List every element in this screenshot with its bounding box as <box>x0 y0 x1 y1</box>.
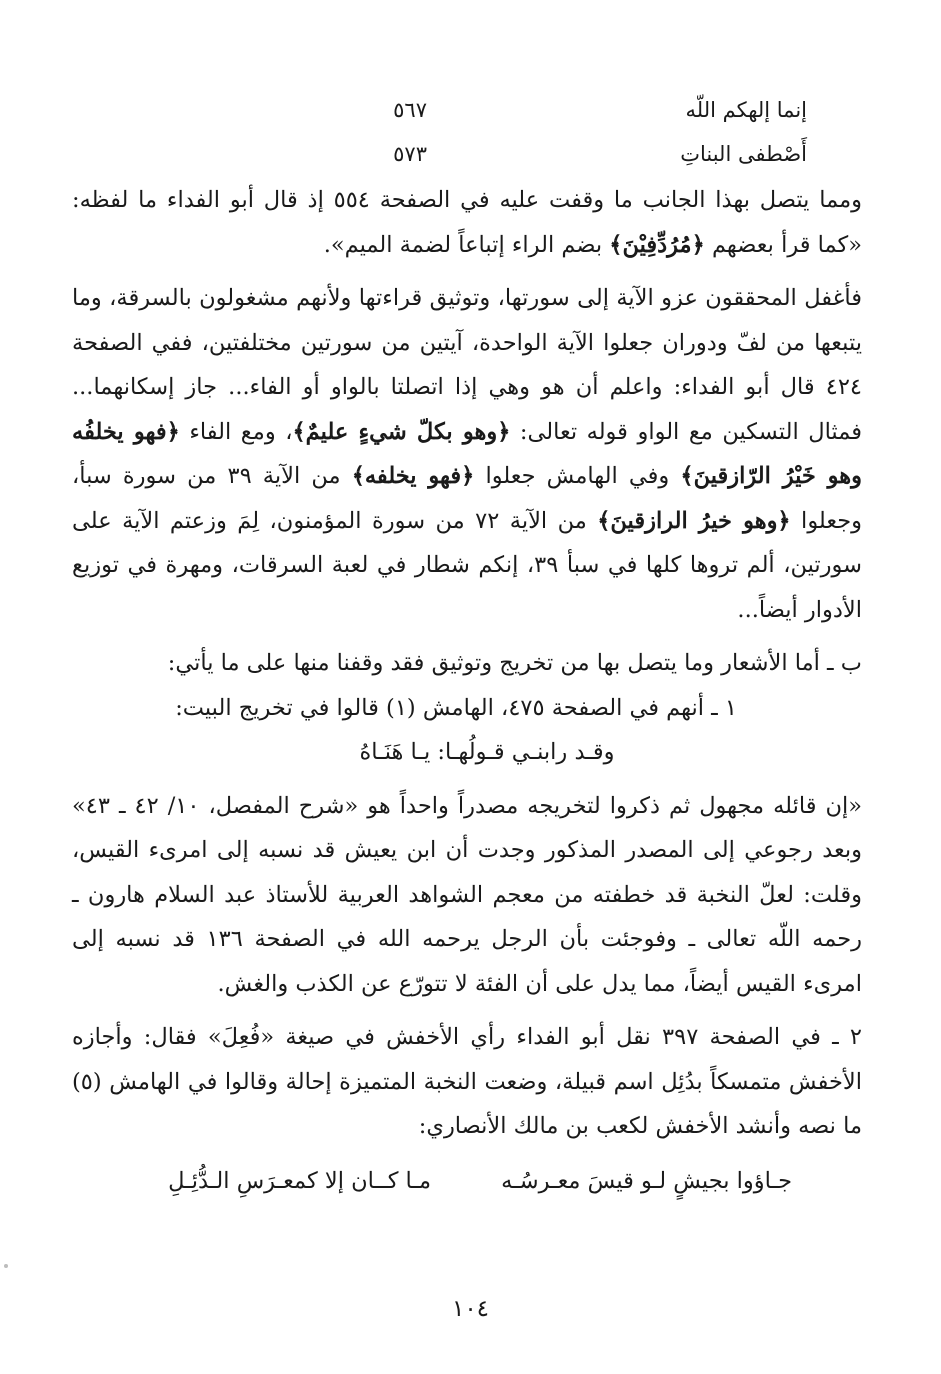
text-span: من الآية ٣٩ من سورة سبأ، وجعلوا <box>72 463 863 534</box>
reference-page-number: ٥٧٣ <box>393 142 427 166</box>
text-span: ومما يتصل بهذا الجانب ما وقفت عليه في الصفحة ٥٥٤ إذ قال أبو الفداء ما لفظه: «كما قرأ بعضهم <box>72 187 862 258</box>
text-span: من الآية ٧٢ من سورة المؤمنون، لِمَ وزعتم الآية على سورتين، ألم تروها كلها في سبأ ٣٩، إنكم شطار في لعبة السرقات، ومهرة في توزيع الأدوار أيضاً... <box>72 507 862 623</box>
quran-quote: ﴿فهو يخلفه﴾ <box>351 463 475 489</box>
reference-term: إنما إلهكم اللّه <box>685 98 807 122</box>
reference-list <box>247 98 807 186</box>
poetry-verse: وقـد رابنـي قـولُهـا: يـا هَنَـاهُ <box>359 739 615 765</box>
poetry-verse-pair <box>72 1159 862 1204</box>
text-span: وفي الهامش جعلوا <box>474 463 681 489</box>
quran-quote: ﴿وهو خيرُ الرازقينَ﴾ <box>597 507 791 534</box>
reference-row <box>247 98 807 142</box>
page-number: ١٠٤ <box>451 1296 490 1322</box>
verse-second-hemistich: مـا كــان إلا كمعـرَسِ الـدُّئِـلِ <box>168 1167 432 1194</box>
body-text <box>72 178 862 1203</box>
text-span: بضم الراء إتباعاً لضمة الميم». <box>323 231 610 258</box>
paragraph-reading-note <box>72 178 862 267</box>
scan-speck <box>4 1264 8 1268</box>
paragraph-attribution-note: «إن قائله مجهول ثم ذكروا لتخريجه مصدراً واحداً هو «شرح المفصل، ١٠/ ٤٢ ـ ٤٣» وبعد رجوعي إلى المصدر المذكور وجدت أن ابن يعيش قد نسبه إلى امرىء القيس، وقلت: لعلّ النخبة قد خطفته من معجم الشواهد العربية للأستاذ عبد السلام هارون ـ رحمه اللّه تعالى ـ وفوجئت بأن الرجل يرحمه الله في الصفحة ١٣٦ قد نسبه إلى امرىء القيس أيضاً، مما يدل على أن الفئة لا تتورّع عن الكذب والغش. <box>72 792 863 997</box>
text-span: فأغفل المحققون عزو الآية إلى سورتها، وتوثيق قراءتها ولأنهم مشغولون بالسرقة، وما يتبعها من لفّ ودوران جعلوا الآية الواحدة، آيتين من سورتين مختلفتين، ففي الصفحة ٤٢٤ قال أبو الفداء: واعلم أن هو وهي إذا اتصلتا بالواو أو الفاء... جاز إسكانهما... فمثال التسكين مع الواو قوله تعالى: <box>72 285 862 445</box>
quran-quote: ﴿فهو يخلفُه وهو خَيْرُ الرّازقينَ﴾ <box>72 418 863 489</box>
paragraph-item-1: ١ ـ أنهم في الصفحة ٤٧٥، الهامش (١) قالوا في تخريج البيت: <box>175 694 737 721</box>
quran-quote: ﴿مُرُدِّفِيْنَ﴾ <box>609 231 705 258</box>
reference-page-number: ٥٦٧ <box>393 98 427 122</box>
paragraph-verse-attribution <box>72 276 862 632</box>
reference-term: أَصْطفى البناتِ <box>680 142 807 166</box>
paragraph-section-b: ب ـ أما الأشعار وما يتصل بها من تخريج وتوثيق فقد وقفنا منها على ما يأتي: <box>167 650 862 676</box>
quran-quote: ﴿وهو بكلّ شيءٍ عليمٌ﴾ <box>292 418 511 445</box>
text-span: ، ومع الفاء <box>179 418 293 445</box>
verse-first-hemistich: جـاؤوا بجيشٍ لـو قيسَ معـرسُـه <box>501 1167 792 1194</box>
paragraph-item-2: ٢ ـ في الصفحة ٣٩٧ نقل أبو الفداء رأي الأخفش في صيغة «فُعِلَ» فقال: وأجازه الأخفش متمسكاً بدُئِل اسم قبيلة، وضعت النخبة المتميزة إحالة وقالوا في الهامش (٥) ما نصه وأنشد الأخفش لكعب بن مالك الأنصاري: <box>72 1024 863 1139</box>
